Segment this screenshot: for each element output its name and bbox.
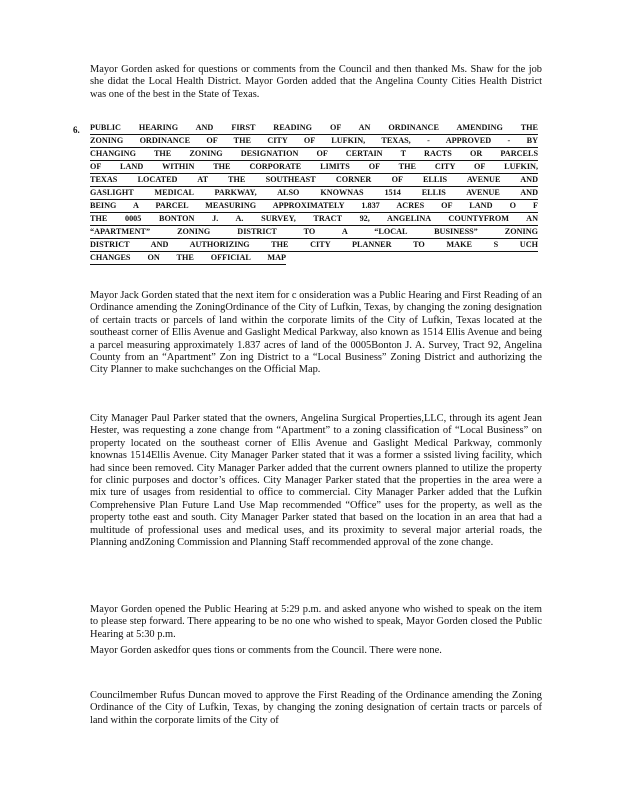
caption-line: PUBLIC HEARING AND FIRST READING OF AN ORDINANCE AMENDING THE bbox=[90, 122, 538, 135]
paragraph-motion: Councilmember Rufus Duncan moved to approve the First Reading of the Ordinance amending the Zoning Ordinance of the City of Lufkin, Texas, by changing the zoning designation of certain tracts or parcels of land within the corporate limits of the City of bbox=[90, 690, 542, 726]
agenda-item-number: 6. bbox=[73, 125, 80, 135]
caption-line: THE 0005 BONTON J. A. SURVEY, TRACT 92, ANGELINA COUNTYFROM AN bbox=[90, 213, 538, 226]
paragraph-public-hearing: Mayor Gorden opened the Public Hearing at 5:29 p.m. and asked anyone who wished to speak on the item to please step forward. There appearing to be no one who wished to speak, Mayor Gorden closed the Public Hearing at 5:30 p.m. bbox=[90, 604, 542, 640]
agenda-item-caption bbox=[90, 122, 538, 265]
caption-line: “APARTMENT” ZONING DISTRICT TO A “LOCAL BUSINESS” ZONING bbox=[90, 226, 538, 239]
caption-line: BEING A PARCEL MEASURING APPROXIMATELY 1.837 ACRES OF LAND O F bbox=[90, 200, 538, 213]
caption-line: ZONING ORDINANCE OF THE CITY OF LUFKIN, TEXAS, - APPROVED - BY bbox=[90, 135, 538, 148]
paragraph-council-questions: Mayor Gorden askedfor ques tions or comments from the Council. There were none. bbox=[90, 645, 442, 656]
paragraph-city-manager-report: City Manager Paul Parker stated that the owners, Angelina Surgical Properties,LLC, through its agent Jean Hester, was requesting a zone change from “Apartment” to a zoning classification of “Local Business” on property located on the southeast corner of Ellis Avenue and Gaslight Medical Parkway, commonly knownas 1514Ellis Avenue. City Manager Parker stated that it was a former a ssisted living facility, which had since been removed. City Manager Parker added that the current owners planned to utilize the property for clinic purposes and doctor’s offices. City Manager Parker stated that the properties in the area were a mix ture of usages from residential to office to commercial. City Manager Parker added that the Lufkin Comprehensive Plan Future Land Use Map recommended “Office” uses for the property, as well as the property tothe east and south. City Manager Parker stated that based on the location in an area that had a multitude of professional uses and medical uses, and its proximity to several major arterial roads, the Planning andZoning Commission and Planning Staff recommended approval of the zone change. bbox=[90, 413, 542, 549]
paragraph-item-introduction: Mayor Jack Gorden stated that the next item for c onsideration was a Public Hearing and First Reading of an Ordinance amending the ZoningOrdinance of the City of Lufkin, Texas, by changing the zoning designation of certain tracts or parcels of land within the corporate limits of the City of Lufkin, Texas located at the southeast corner of Ellis Avenue and Gaslight Medical Parkway, also known as 1514 Ellis Avenue and being a parcel measuring approximately 1.837 acres of land of the 0005Bonton J. A. Survey, Tract 92, Angelina County from an “Apartment” Zon ing District to a “Local Business” Zoning District and authorizing the City Planner to make suchchanges on the Official Map. bbox=[90, 290, 542, 376]
caption-line: GASLIGHT MEDICAL PARKWAY, ALSO KNOWNAS 1514 ELLIS AVENUE AND bbox=[90, 187, 538, 200]
caption-line: OF LAND WITHIN THE CORPORATE LIMITS OF THE CITY OF LUFKIN, bbox=[90, 161, 538, 174]
caption-line: DISTRICT AND AUTHORIZING THE CITY PLANNER TO MAKE S UCH bbox=[90, 239, 538, 252]
caption-line: CHANGING THE ZONING DESIGNATION OF CERTAIN T RACTS OR PARCELS bbox=[90, 148, 538, 161]
caption-line: TEXAS LOCATED AT THE SOUTHEAST CORNER OF ELLIS AVENUE AND bbox=[90, 174, 538, 187]
paragraph-health-district: Mayor Gorden asked for questions or comments from the Council and then thanked Ms. Shaw for the job she didat the Local Health District. Mayor Gorden added that the Angelina County Cities Health District was one of the best in the State of Texas. bbox=[90, 64, 542, 100]
caption-line: CHANGES ON THE OFFICIAL MAP bbox=[90, 252, 286, 265]
